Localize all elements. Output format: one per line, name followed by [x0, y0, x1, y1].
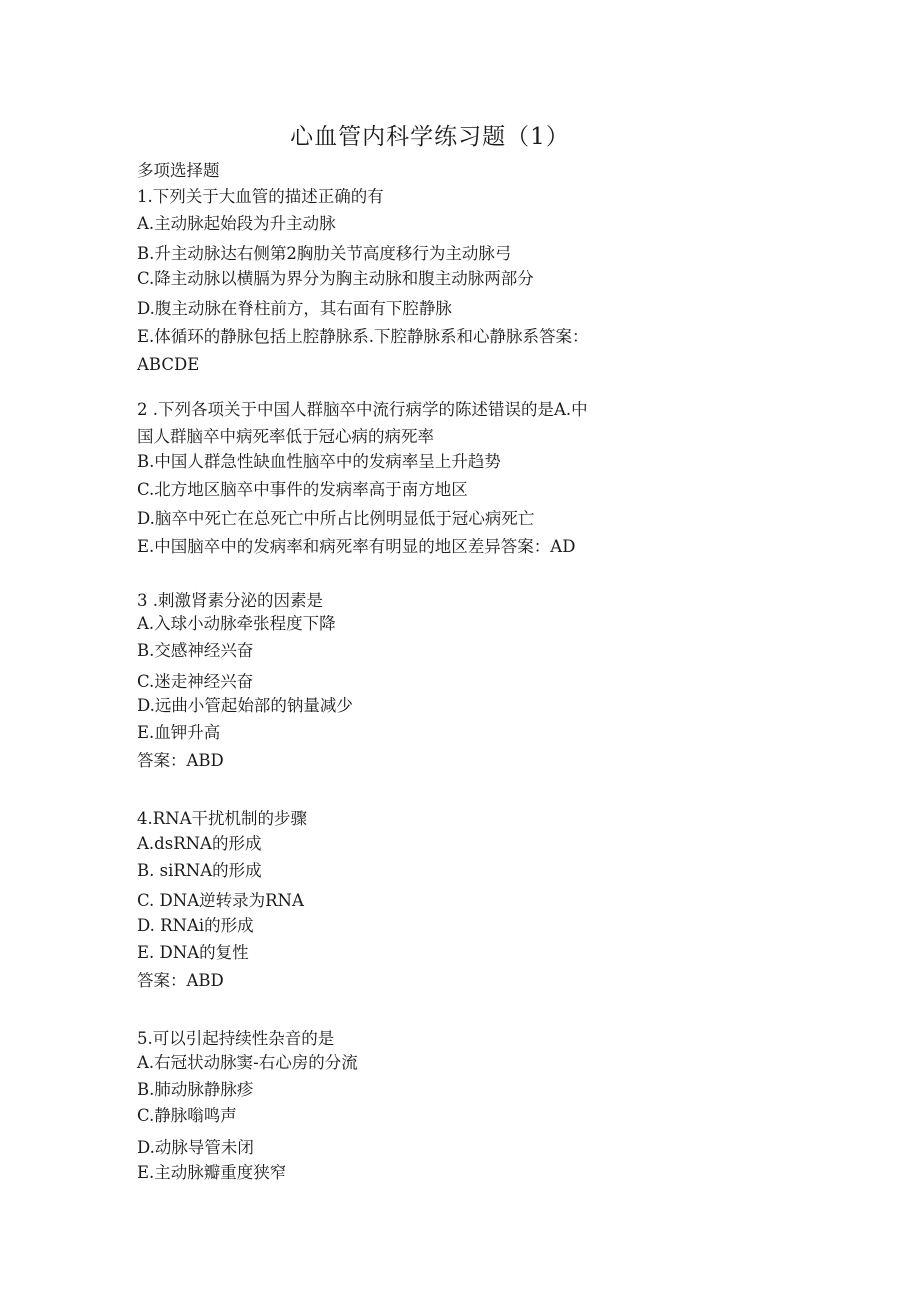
- q3-option-d: D.远曲小管起始部的钠量减少: [137, 696, 353, 715]
- q4-option-c: C. DNA逆转录为RNA: [137, 891, 304, 910]
- q3-option-b: B.交感神经兴奋: [137, 641, 254, 660]
- q1-option-a: A.主动脉起始段为升主动脉: [137, 214, 336, 233]
- q3-stem: 3 .刺激肾素分泌的因素是: [137, 591, 323, 610]
- q5-stem: 5.可以引起持续性杂音的是: [137, 1029, 335, 1048]
- q1-answer: ABCDE: [137, 355, 200, 374]
- q3-answer: 答案：ABD: [137, 751, 224, 770]
- q1-option-e: E.体循环的静脉包括上腔静脉系.下腔静脉系和心静脉系答案：: [137, 327, 589, 346]
- section-heading: 多项选择题: [137, 161, 220, 180]
- q4-stem: 4.RNA干扰机制的步骤: [137, 809, 308, 828]
- q5-option-d: D.动脉导管未闭: [137, 1138, 254, 1157]
- q2-option-d: D.脑卒中死亡在总死亡中所占比例明显低于冠心病死亡: [137, 509, 535, 528]
- page-title: 心血管内科学练习题（1）: [290, 124, 570, 150]
- q1-stem: 1.下列关于大血管的描述正确的有: [137, 187, 384, 206]
- q2-stem-line2: 国人群脑卒中病死率低于冠心病的病死率: [137, 427, 434, 446]
- q1-option-c: C.降主动脉以横膈为界分为胸主动脉和腹主动脉两部分: [137, 269, 534, 288]
- q2-option-e: E.中国脑卒中的发病率和病死率有明显的地区差异答案：AD: [137, 537, 576, 556]
- q2-option-b: B.中国人群急性缺血性脑卒中的发病率呈上升趋势: [137, 452, 501, 471]
- q4-option-b: B. siRNA的形成: [137, 861, 262, 880]
- q5-option-a: A.右冠状动脉窦-右心房的分流: [137, 1053, 358, 1072]
- q1-option-b: B.升主动脉达右侧第2胸肋关节高度移行为主动脉弓: [137, 244, 512, 263]
- q4-answer: 答案：ABD: [137, 971, 224, 990]
- q5-option-c: C.静脉嗡鸣声: [137, 1106, 237, 1125]
- q4-option-e: E. DNA的复性: [137, 943, 249, 962]
- q4-option-d: D. RNAi的形成: [137, 916, 254, 935]
- q5-option-b: B.肺动脉静脉疹: [137, 1080, 254, 1099]
- q3-option-a: A.入球小动脉牵张程度下降: [137, 614, 336, 633]
- q4-option-a: A.dsRNA的形成: [137, 834, 262, 853]
- q3-option-c: C.迷走神经兴奋: [137, 672, 254, 691]
- q2-stem-line1: 2 .下列各项关于中国人群脑卒中流行病学的陈述错误的是A.中: [137, 400, 588, 419]
- q2-option-c: C.北方地区脑卒中事件的发病率高于南方地区: [137, 480, 468, 499]
- q3-option-e: E.血钾升高: [137, 723, 221, 742]
- q1-option-d: D.腹主动脉在脊柱前方，其右面有下腔静脉: [137, 299, 452, 318]
- q5-option-e: E.主动脉瓣重度狭窄: [137, 1163, 287, 1182]
